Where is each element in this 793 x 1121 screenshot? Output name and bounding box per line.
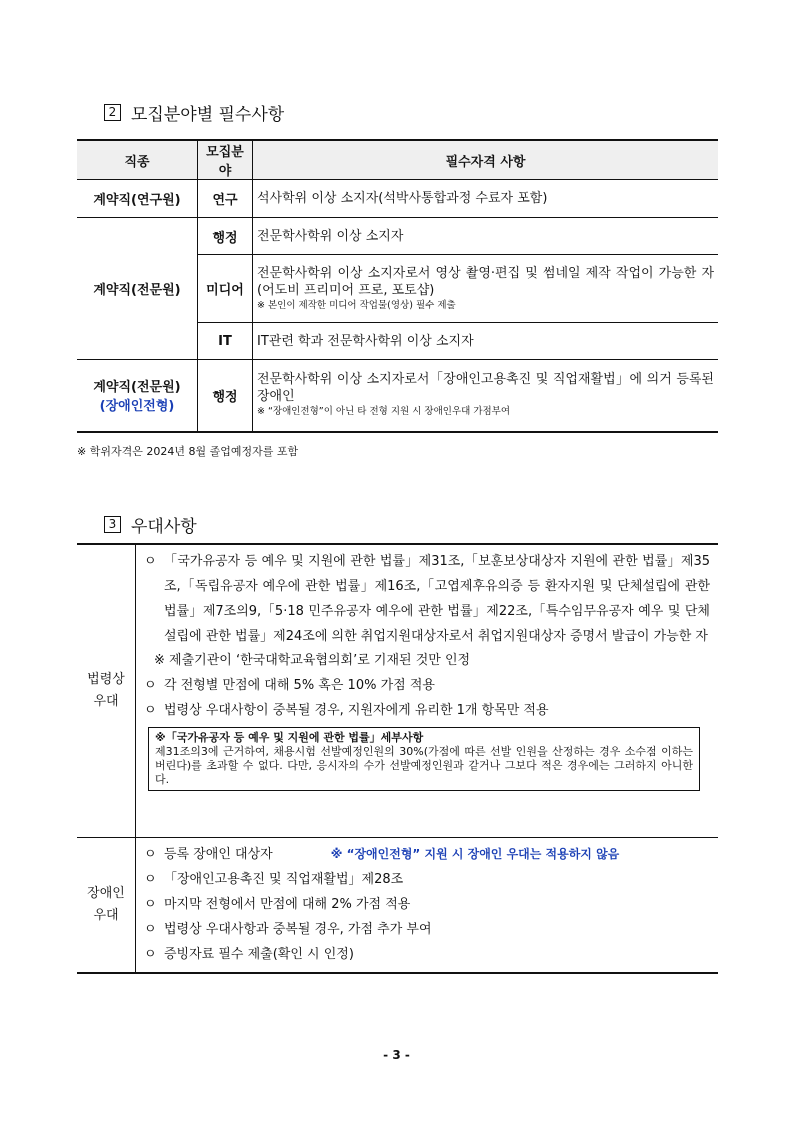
table-header-row <box>77 140 718 180</box>
requirement-text: 전문학사학위 이상 소지자로서 영상 촬영·편집 및 썸네일 제작 작업이 가능한 자(어도비 프리미어 프로, 포토샵) <box>257 265 714 298</box>
list-item-text <box>164 842 710 867</box>
job-cell <box>77 360 198 432</box>
section3-title: 우대사항 <box>131 517 197 537</box>
section2-heading <box>104 100 284 125</box>
legal-preference-body <box>136 545 718 837</box>
list-item-text: 「국가유공자 등 예우 및 지원에 관한 법률」제31조,「보훈보상대상자 지원에 관한 법률」제35조,「독립유공자 예우에 관한 법률」제16조,「고엽제후유의증 등 환자지원 및 단체설립에 관한 법률」제7조의9,「5·18 민주유공자 예우에 관한 법률」제22조,「특수임무유공자 예우 및 단체설립에 관한 법률」제24조에 의한 취업지원대상자로서 취업지원대상자 증명서 발급이 가능한 자 <box>164 554 710 644</box>
section3-number: 3 <box>104 516 121 533</box>
table-row <box>77 360 718 432</box>
job-cell: 계약직(전문원) <box>77 218 198 360</box>
table-row <box>77 218 718 255</box>
requirement-note: ※ “장애인전형”이 아닌 타 전형 지원 시 장애인우대 가점부여 <box>257 406 511 418</box>
list-item-text: 마지막 전형에서 만점에 대해 2% 가점 적용 <box>164 897 411 912</box>
requirement-text: 전문학사학위 이상 소지자로서「장애인고용촉진 및 직업재활법」에 의거 등록된 장애인 <box>257 372 714 405</box>
bullet-icon: ㅇ <box>144 847 157 862</box>
section2-number: 2 <box>104 104 121 121</box>
bullet-icon: ㅇ <box>144 678 157 693</box>
header-field: 모집분야 <box>198 140 253 180</box>
requirement-note: ※ 본인이 제작한 미디어 작업물(영상) 필수 제출 <box>257 299 456 311</box>
field-cell: 미디어 <box>198 255 253 323</box>
requirements-table <box>77 139 718 433</box>
job-label: 계약직(전문원) <box>93 380 181 396</box>
list-item-text: 법령상 우대사항이 중복될 경우, 지원자에게 유리한 1개 항목만 적용 <box>164 703 549 718</box>
disabled-item-text: 등록 장애인 대상자 <box>164 847 273 862</box>
field-cell: IT <box>198 323 253 360</box>
list-item <box>144 942 710 967</box>
header-job: 직종 <box>77 140 198 180</box>
bullet-icon: ㅇ <box>144 703 157 718</box>
list-item <box>144 842 710 867</box>
detail-box-title: ※「국가유공자 등 예우 및 지원에 관한 법률」세부사항 <box>155 731 424 744</box>
list-item-text: 「장애인고용촉진 및 직업재활법」제28조 <box>164 872 404 887</box>
preference-table <box>77 543 718 974</box>
field-cell: 행정 <box>198 360 253 432</box>
list-item-text: 법령상 우대사항과 중복될 경우, 가점 추가 부여 <box>164 922 432 937</box>
bullet-icon: ㅇ <box>144 897 157 912</box>
detail-box-text: 제31조의3에 근거하여, 채용시험 선발예정인원의 30%(가점에 따른 선발 인원을 산정하는 경우 소수점 이하는 버린다)를 초과할 수 없다. 다만, 응시자의 수가 선발예정인원과 같거나 그보다 적은 경우에는 그러하지 아니한다. <box>155 745 693 786</box>
detail-box <box>148 727 700 791</box>
degree-footnote: ※ 학위자격은 2024년 8월 졸업예정자를 포함 <box>77 445 299 458</box>
field-cell: 행정 <box>198 218 253 255</box>
requirement-cell: 전문학사학위 이상 소지자 <box>253 218 719 255</box>
header-requirement: 필수자격 사항 <box>253 140 719 180</box>
preference-row-disabled <box>77 837 718 972</box>
list-item <box>144 549 710 649</box>
field-cell: 연구 <box>198 180 253 218</box>
table-row <box>77 180 718 218</box>
bullet-icon: ㅇ <box>144 922 157 937</box>
bullet-icon: ㅇ <box>144 947 157 962</box>
legal-label-text: 법령상 우대 <box>87 672 125 709</box>
list-item <box>144 673 710 698</box>
list-item-text: 각 전형별 만점에 대해 5% 혹은 10% 가점 적용 <box>164 678 435 693</box>
job-sublabel: (장애인전형) <box>99 399 175 415</box>
legal-note: ※ 제출기관이 ‘한국대학교육협의회’로 기재된 것만 인정 <box>154 653 471 668</box>
page-number: - 3 - <box>383 1048 410 1062</box>
list-item <box>144 867 710 892</box>
list-item <box>144 698 710 723</box>
requirement-cell <box>253 360 719 432</box>
bullet-icon: ㅇ <box>144 554 157 569</box>
requirement-cell: IT관련 학과 전문학사학위 이상 소지자 <box>253 323 719 360</box>
disabled-item-note: ※ “장애인전형” 지원 시 장애인 우대는 적용하지 않음 <box>330 847 620 861</box>
requirement-cell <box>253 255 719 323</box>
disabled-preference-body <box>136 838 718 972</box>
bullet-icon: ㅇ <box>144 872 157 887</box>
requirement-cell: 석사학위 이상 소지자(석박사통합과정 수료자 포함) <box>253 180 719 218</box>
list-item <box>144 892 710 917</box>
disabled-label-text: 장애인 우대 <box>87 886 125 923</box>
list-item <box>144 917 710 942</box>
section3-heading <box>104 512 197 537</box>
legal-preference-label <box>77 545 136 837</box>
job-cell: 계약직(연구원) <box>77 180 198 218</box>
list-item-text: 증빙자료 필수 제출(확인 시 인정) <box>164 947 354 962</box>
preference-row-legal <box>77 545 718 837</box>
disabled-preference-label <box>77 838 136 972</box>
section2-title: 모집분야별 필수사항 <box>131 105 285 125</box>
